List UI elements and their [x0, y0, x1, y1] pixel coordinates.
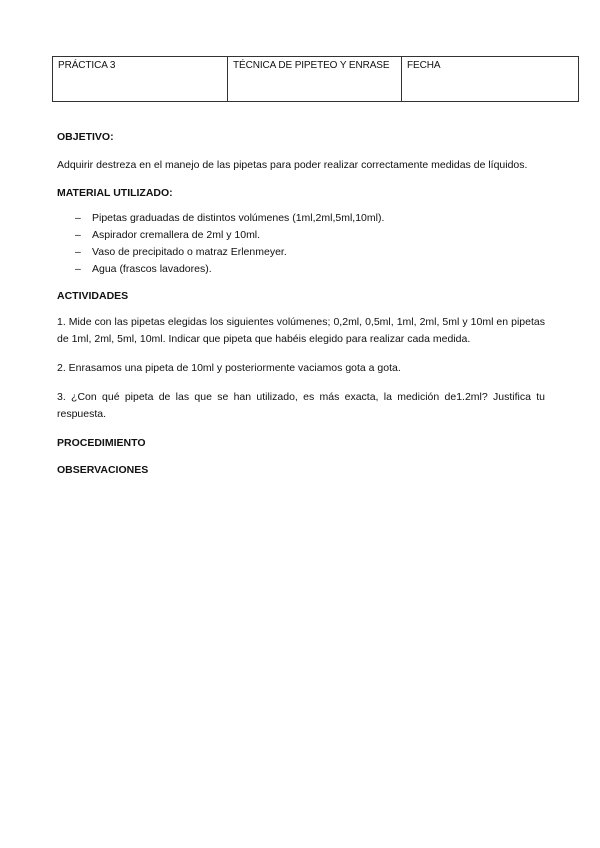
fecha-cell: FECHA	[402, 57, 579, 102]
material-item	[57, 261, 545, 278]
dash-bullet: –	[75, 229, 81, 241]
objetivo-heading: OBJETIVO:	[57, 131, 114, 143]
dash-bullet: –	[75, 212, 81, 224]
dash-bullet: –	[75, 263, 81, 275]
material-item	[57, 227, 545, 244]
material-item	[57, 210, 545, 227]
procedimiento-heading: PROCEDIMIENTO	[57, 437, 146, 449]
material-heading: MATERIAL UTILIZADO:	[57, 187, 173, 199]
actividad-3: 3. ¿Con qué pipeta de las que se han utilizado, es más exacta, la medición de1.2ml? Justifica tu respuesta.	[57, 391, 545, 420]
material-list	[57, 210, 545, 278]
material-item-text: Agua (frascos lavadores).	[92, 263, 212, 275]
material-item	[57, 244, 545, 261]
actividad-1: 1. Mide con las pipetas elegidas los siguientes volúmenes; 0,2ml, 0,5ml, 1ml, 2ml, 5ml y 10ml en pipetas de 1ml, 2ml, 5ml, 10ml. Indicar que pipeta que habéis elegido para realizar cada medida.	[57, 316, 545, 345]
material-item-text: Aspirador cremallera de 2ml y 10ml.	[92, 229, 261, 241]
header-row	[53, 57, 579, 102]
material-item-text: Vaso de precipitado o matraz Erlenmeyer.	[92, 246, 287, 258]
material-item-text: Pipetas graduadas de distintos volúmenes (1ml,2ml,5ml,10ml).	[92, 212, 385, 224]
header-table	[52, 56, 579, 102]
observaciones-heading: OBSERVACIONES	[57, 464, 149, 476]
objetivo-text: Adquirir destreza en el manejo de las pipetas para poder realizar correctamente medidas de líquidos.	[57, 159, 528, 171]
document-body	[57, 129, 545, 490]
tecnica-cell: TÉCNICA DE PIPETEO Y ENRASE	[228, 57, 402, 102]
practica-cell: PRÁCTICA 3	[53, 57, 228, 102]
dash-bullet: –	[75, 246, 81, 258]
actividades-heading: ACTIVIDADES	[57, 290, 129, 302]
actividad-2: 2. Enrasamos una pipeta de 10ml y posteriormente vaciamos gota a gota.	[57, 362, 401, 374]
